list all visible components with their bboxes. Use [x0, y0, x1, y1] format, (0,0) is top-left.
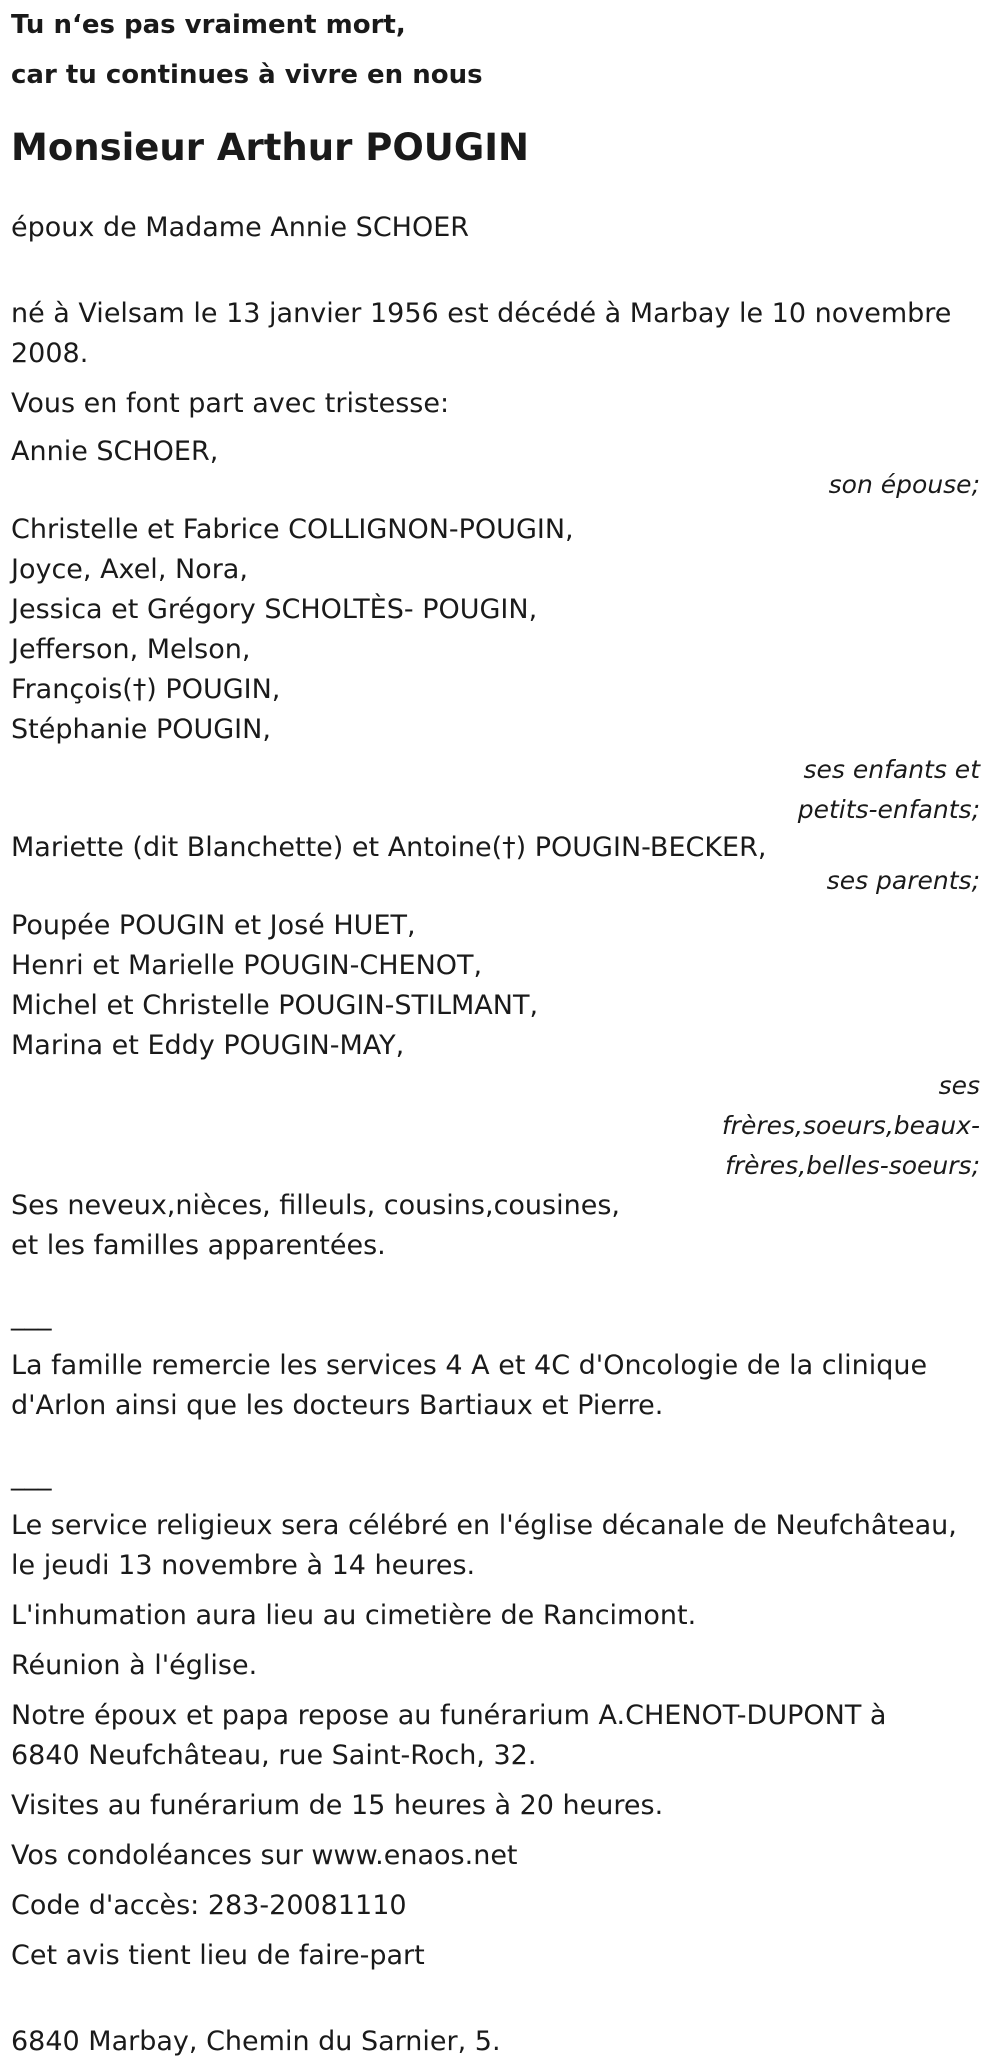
siblings-name-2: Henri et Marielle POUGIN-CHENOT,: [11, 950, 483, 981]
burial-text: L'inhumation aura lieu au cimetière de Rancimont.: [11, 1600, 697, 1631]
parents-role: ses parents;: [826, 866, 980, 895]
children-name-4: Jefferson, Melson,: [11, 634, 251, 665]
extended-family: [11, 1186, 990, 1266]
visits-text: Visites au funérarium de 15 heures à 20 heures.: [11, 1790, 664, 1821]
children-role-line-2: petits-enfants;: [797, 795, 980, 824]
extended-line-1: Ses neveux,nièces, filleuls, cousins,cousines,: [11, 1190, 620, 1221]
birth-death-line: né à Vielsam le 13 janvier 1956 est décédé à Marbay le 10 novembre 2008.: [11, 298, 952, 369]
children-group: [11, 510, 990, 830]
reunion-text: Réunion à l'église.: [11, 1650, 258, 1681]
siblings-group: [11, 906, 990, 1186]
siblings-name-1: Poupée POUGIN et José HUET,: [11, 910, 416, 941]
wife-name: Annie SCHOER,: [11, 436, 219, 467]
siblings-role-line-3: frères,belles-soeurs;: [725, 1151, 980, 1180]
siblings-name-4: Marina et Eddy POUGIN-MAY,: [11, 1030, 405, 1061]
deceased-name: Monsieur Arthur POUGIN: [11, 126, 529, 169]
service-text: Le service religieux sera célébré en l'église décanale de Neufchâteau, le jeudi 13 novembre à 14 heures.: [11, 1510, 957, 1581]
access-code-text: Code d'accès: 283-20081110: [11, 1890, 407, 1921]
parents-name: Mariette (dit Blanchette) et Antoine(†) POUGIN-BECKER,: [11, 832, 767, 863]
children-name-1: Christelle et Fabrice COLLIGNON-POUGIN,: [11, 514, 574, 545]
condolences-text: Vos condoléances sur www.enaos.net: [11, 1840, 518, 1871]
siblings-role-line-2: frères,soeurs,beaux-: [721, 1111, 980, 1140]
children-name-2: Joyce, Axel, Nora,: [11, 554, 248, 585]
quote-line-2: car tu continues à vivre en nous: [11, 60, 483, 90]
siblings-role-line-1: ses: [938, 1071, 980, 1100]
parents-group: [11, 830, 990, 896]
wife-role: son épouse;: [828, 470, 980, 499]
separator-2: ___: [11, 1460, 52, 1491]
funeral-home-text: Notre époux et papa repose au funérarium A.CHENOT-DUPONT à 6840 Neufchâteau, rue Saint-Roch, 32.: [11, 1700, 887, 1771]
announce-line: Vous en font part avec tristesse:: [11, 388, 450, 419]
extended-line-2: et les familles apparentées.: [11, 1230, 386, 1261]
children-name-3: Jessica et Grégory SCHOLTÈS- POUGIN,: [11, 594, 538, 625]
address-text: 6840 Marbay, Chemin du Sarnier, 5.: [11, 2026, 501, 2057]
notice-text: Cet avis tient lieu de faire-part: [11, 1940, 425, 1971]
siblings-name-3: Michel et Christelle POUGIN-STILMANT,: [11, 990, 539, 1021]
children-name-6: Stéphanie POUGIN,: [11, 714, 271, 745]
children-role-line-1: ses enfants et: [803, 755, 980, 784]
thanks-text: La famille remercie les services 4 A et 4C d'Oncologie de la clinique d'Arlon ainsi que les docteurs Bartiaux et Pierre.: [11, 1350, 928, 1421]
separator-1: ___: [11, 1300, 52, 1331]
quote-line-1: Tu n‘es pas vraiment mort,: [11, 10, 406, 40]
children-name-5: François(†) POUGIN,: [11, 674, 281, 705]
spouse-line: époux de Madame Annie SCHOER: [11, 212, 470, 243]
wife-group: [11, 434, 990, 500]
